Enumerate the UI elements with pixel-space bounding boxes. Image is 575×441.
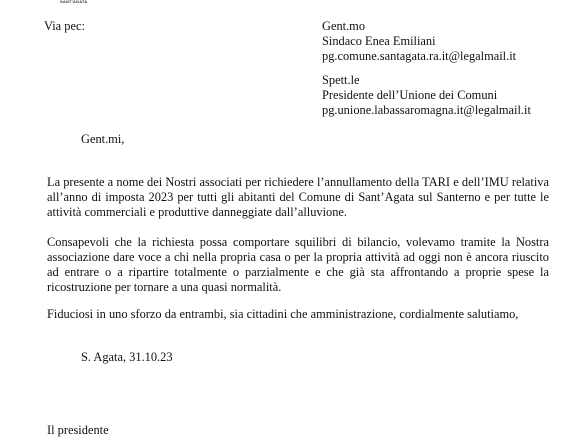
place-date: S. Agata, 31.10.23 bbox=[81, 350, 173, 364]
logo-fragment: SANT'AGATA bbox=[60, 0, 88, 4]
recipient-greeting: Gent.mo bbox=[322, 19, 366, 33]
recipient-mayor bbox=[322, 19, 567, 64]
recipient-greeting: Spett.le bbox=[322, 73, 360, 87]
recipient-union-president bbox=[322, 73, 567, 118]
body-paragraph-context: Consapevoli che la richiesta possa comportare squilibri di bilancio, volevamo tramite la Nostra associazione dare voce a chi nella propria casa o per la propria attività ad oggi non è ancora riuscito ad entrare o a ripartire totalmente o parzialmente e che già sta affrontando a proprie spese la ricostruzione per tornare a una quasi normalità. bbox=[47, 235, 549, 294]
body-paragraph-closing: Fiduciosi in uno sforzo da entrambi, sia cittadini che amministrazione, cordialmente salutiamo, bbox=[47, 307, 519, 321]
recipient-name: Presidente dell’Unione dei Comuni bbox=[322, 88, 498, 102]
recipient-email: pg.unione.labassaromagna.it@legalmail.it bbox=[322, 103, 531, 117]
recipient-email: pg.comune.santagata.ra.it@legalmail.it bbox=[322, 49, 517, 63]
body-paragraph-request: La presente a nome dei Nostri associati per richiedere l’annullamento della TARI e dell’IMU relativa all’anno di imposta 2023 per tutti gli abitanti del Comune di Sant’Agata sul Santerno e per tutte le attività commerciali e produttive danneggiate dall’alluvione. bbox=[47, 175, 549, 219]
via-pec-label: Via pec: bbox=[44, 19, 85, 33]
salutation: Gent.mi, bbox=[81, 132, 125, 146]
signer-title: Il presidente bbox=[47, 423, 109, 437]
recipient-name: Sindaco Enea Emiliani bbox=[322, 34, 436, 48]
